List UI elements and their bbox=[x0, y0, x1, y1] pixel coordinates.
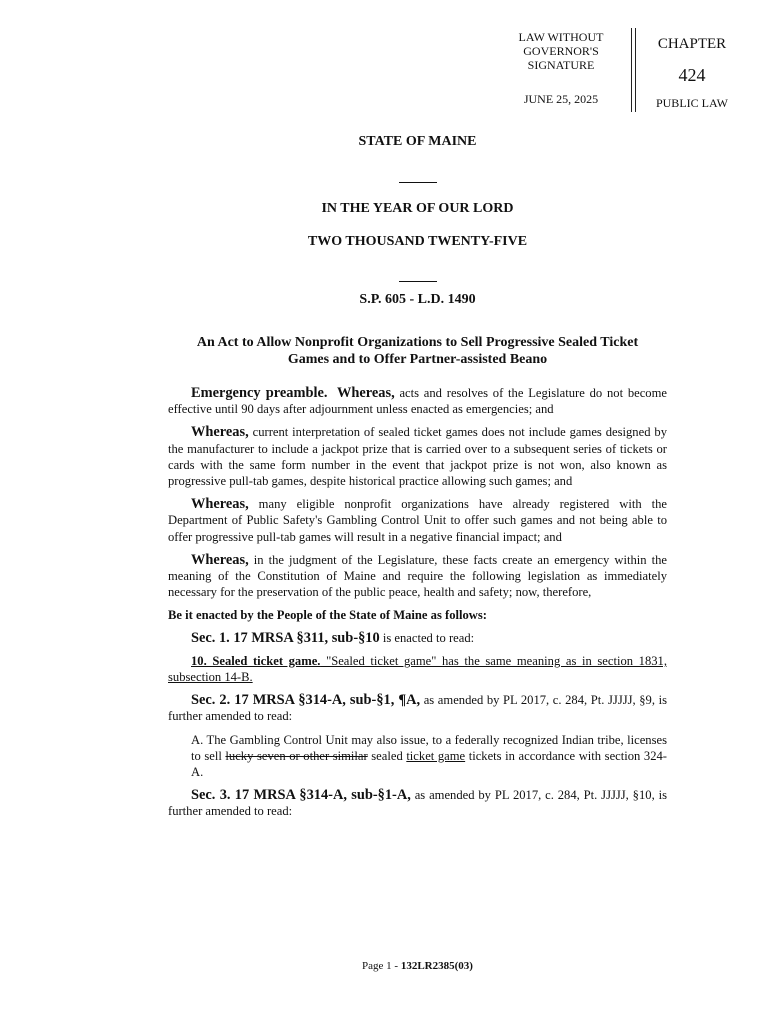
whereas-paragraph-3 bbox=[168, 496, 667, 545]
sec3-citation: Sec. 3. 17 MRSA §314-A, sub-§1-A, bbox=[191, 787, 411, 804]
section-1-text bbox=[168, 653, 667, 685]
page-footer bbox=[0, 960, 770, 972]
title-rule-2 bbox=[399, 281, 437, 282]
whereas-1: Whereas, bbox=[336, 385, 395, 401]
section-2-paragraph-a bbox=[168, 732, 667, 781]
sec1-citation: Sec. 1. 17 MRSA §311, sub-§10 bbox=[191, 629, 380, 646]
sec2-added-text: ticket game bbox=[406, 748, 466, 763]
chapter-label: CHAPTER bbox=[657, 36, 727, 52]
sec1-definition: "Sealed ticket game" has the same meaning as in section 1831, subsection 14-B. bbox=[168, 653, 667, 685]
sec2-struck-text: lucky seven or other similar bbox=[225, 748, 368, 763]
section-1-heading bbox=[168, 630, 667, 646]
year-line-2: TWO THOUSAND TWENTY-FIVE bbox=[307, 234, 528, 249]
document-code: 132LR2385(03) bbox=[400, 960, 473, 972]
section-2-heading bbox=[168, 692, 667, 724]
header-divider-right bbox=[635, 28, 636, 112]
sec1-action: is enacted to read: bbox=[379, 630, 475, 645]
whereas-2: Whereas, bbox=[191, 424, 249, 441]
chapter-number: 424 bbox=[678, 65, 706, 85]
sec2-citation: Sec. 2. 17 MRSA §314-A, sub-§1, ¶A, bbox=[191, 692, 421, 709]
whereas-text-3: many eligible nonprofit organizations have already registered with the Department of Public Safety's Gambling Control Unit to offer such games and not being able to offer progressive pull-tab games will result in a negative financial impact; and bbox=[168, 497, 667, 544]
law-type: PUBLIC LAW bbox=[655, 96, 729, 110]
law-date: JUNE 25, 2025 bbox=[523, 92, 599, 106]
act-title bbox=[0, 334, 770, 368]
whereas-3: Whereas, bbox=[191, 496, 249, 513]
year-line-1: IN THE YEAR OF OUR LORD bbox=[321, 201, 514, 216]
sec2-text-2: sealed bbox=[367, 748, 407, 763]
preamble-text: acts and resolves of the Legislature do not become effective until 90 days after adjournment unless enacted as emergencies; and bbox=[168, 386, 667, 417]
section-3-heading bbox=[168, 787, 667, 819]
whereas-paragraph-2 bbox=[168, 424, 667, 489]
sec2-action: as amended by PL 2017, c. 284, Pt. JJJJJ, §9, is further amended to read: bbox=[168, 693, 668, 724]
whereas-text-2: current interpretation of sealed ticket games does not include games designed by the manufacturer to include a jackpot prize that is carried over to a subsequent series of tickets or cards with the same form number in the event that jackpot prize is not won, also known as progressive pull-tab games, despite historical practice allowing such games; and bbox=[168, 425, 667, 489]
preamble-lead: Emergency preamble. bbox=[191, 385, 328, 401]
enacting-clause: Be it enacted by the People of the State of Maine as follows: bbox=[168, 608, 487, 623]
preamble-paragraph bbox=[168, 385, 667, 417]
sec1-subsection-title: 10. Sealed ticket game. bbox=[191, 653, 321, 668]
status-line-3: SIGNATURE bbox=[527, 58, 595, 72]
whereas-paragraph-4 bbox=[168, 552, 667, 601]
header-divider-left bbox=[631, 28, 632, 112]
bill-number: S.P. 605 - L.D. 1490 bbox=[359, 292, 476, 307]
signature-status-block bbox=[500, 30, 622, 106]
chapter-block bbox=[642, 30, 742, 111]
status-line-1: LAW WITHOUT bbox=[518, 30, 604, 44]
act-title-line-1: An Act to Allow Nonprofit Organizations to Sell Progressive Sealed Ticket bbox=[196, 335, 639, 350]
state-title: STATE OF MAINE bbox=[358, 134, 477, 149]
sec2-text-1: A. The Gambling Control Unit may also issue, to a federally recognized Indian tribe, licenses to sell bbox=[191, 732, 667, 763]
sec2-text-3: tickets in accordance with section 324-A. bbox=[191, 748, 667, 780]
document-body bbox=[168, 385, 667, 827]
page-label: Page 1 - bbox=[362, 960, 401, 972]
act-title-line-2: Games and to Offer Partner-assisted Beano bbox=[287, 352, 548, 367]
sec3-action: as amended by PL 2017, c. 284, Pt. JJJJJ, §10, is further amended to read: bbox=[168, 788, 667, 819]
whereas-4: Whereas, bbox=[191, 551, 249, 568]
title-rule-1 bbox=[399, 182, 437, 183]
status-line-2: GOVERNOR'S bbox=[523, 44, 599, 58]
whereas-text-4: in the judgment of the Legislature, these facts create an emergency within the meaning of the Constitution of Maine and require the following legislation as immediately necessary for the preservation of the public peace, health and safety; now, therefore, bbox=[168, 552, 667, 600]
